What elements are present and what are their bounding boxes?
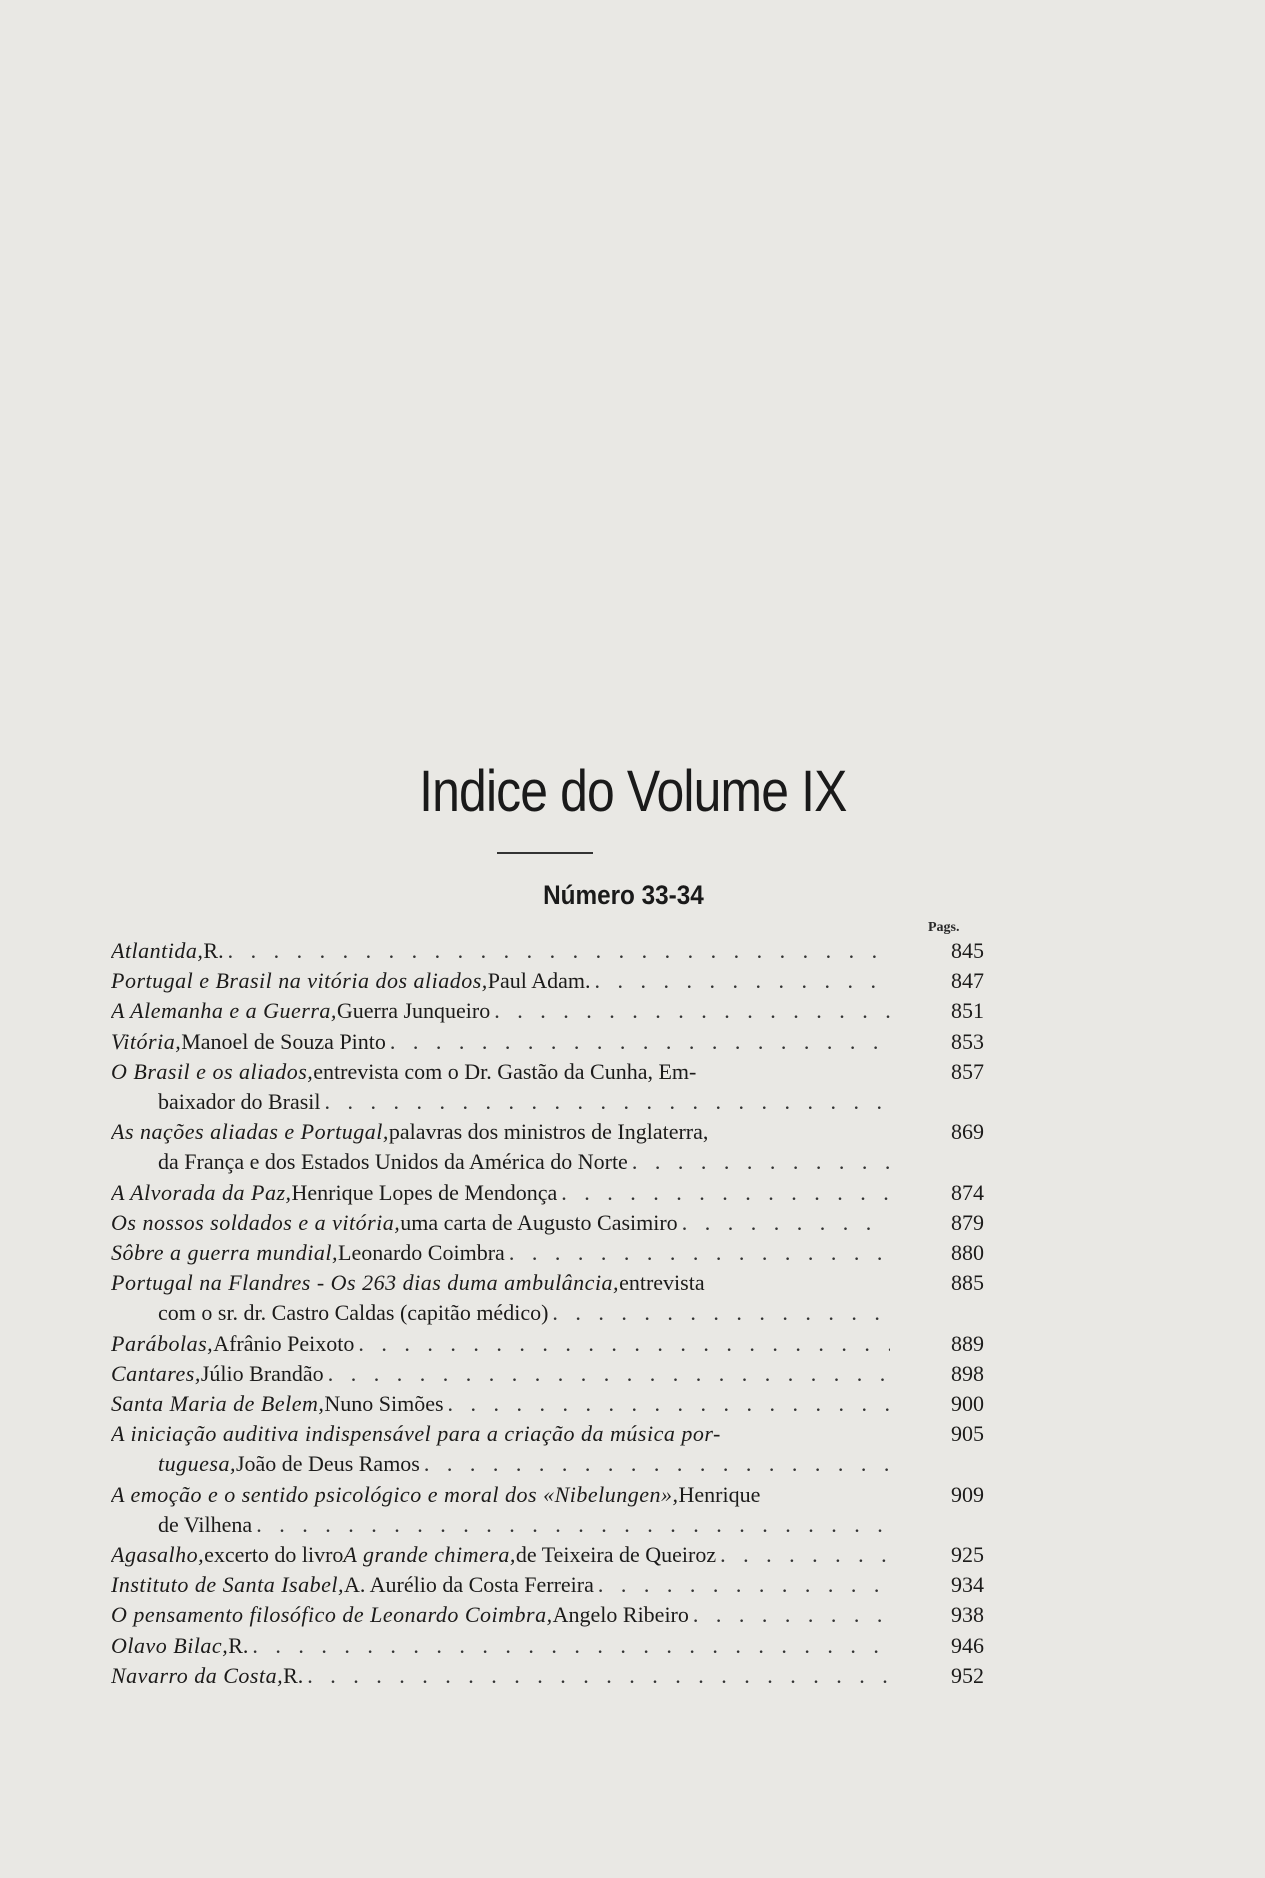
entry-page-number: 934 [951, 1572, 984, 1598]
entry-text [111, 996, 890, 1026]
entry-page-number: 938 [951, 1602, 984, 1628]
entry-title: Olavo Bilac, [111, 1632, 229, 1658]
dot-leader [548, 1298, 890, 1328]
index-entry [111, 1480, 984, 1540]
entry-title: Sôbre a guerra mundial, [111, 1240, 339, 1266]
index-entry [111, 1057, 984, 1117]
entry-text [111, 1570, 890, 1600]
index-entry [111, 1661, 984, 1691]
entry-text [111, 966, 890, 996]
entry-title: Instituto de Santa Isabel, [111, 1572, 344, 1598]
index-entry [111, 1268, 984, 1328]
entry-text [111, 1057, 890, 1117]
index-entry [111, 1117, 984, 1177]
dot-leader [303, 1661, 890, 1691]
entry-page-number: 885 [951, 1270, 984, 1296]
entry-continued: da França e dos Estados Unidos da América do Norte [158, 1149, 628, 1175]
dot-leader [252, 1510, 890, 1540]
entry-author: entrevista com o Dr. Gastão da Cunha, Em- [313, 1058, 697, 1084]
entry-title: Vitória, [111, 1028, 182, 1054]
entry-text [111, 1027, 890, 1057]
entry-page-number: 874 [951, 1179, 984, 1205]
entry-author: R. [228, 1632, 249, 1658]
entry-text [111, 1329, 890, 1359]
dot-leader [224, 936, 890, 966]
dot-leader [248, 1631, 890, 1661]
index-entry [111, 1570, 984, 1600]
dot-leader [444, 1389, 890, 1419]
dot-leader [354, 1329, 890, 1359]
entry-page-number: 853 [951, 1028, 984, 1054]
entry-text [111, 1480, 890, 1540]
entry-text [111, 1661, 890, 1691]
index-entry [111, 1389, 984, 1419]
entry-text [111, 1268, 890, 1328]
entry-page-number: 879 [951, 1209, 984, 1235]
entry-author: Afrânio Peixoto [213, 1330, 355, 1356]
entry-author: de Teixeira de Queiroz [515, 1542, 717, 1568]
entry-author: Nuno Simões [324, 1391, 444, 1417]
index-entry [111, 1238, 984, 1268]
entry-title: Portugal e Brasil na vitória dos aliados, [111, 968, 488, 994]
entry-text [111, 1419, 890, 1479]
entry-title: O Brasil e os aliados, [111, 1058, 314, 1084]
index-entry [111, 996, 984, 1026]
entry-title: Cantares, [111, 1360, 201, 1386]
dot-leader [716, 1540, 890, 1570]
entry-text [111, 1117, 890, 1177]
index-entry [111, 1178, 984, 1208]
entry-title: A Alvorada da Paz, [111, 1179, 292, 1205]
entry-author: Leonardo Coimbra [338, 1240, 505, 1266]
entry-author: palavras dos ministros de Inglaterra, [388, 1119, 709, 1145]
entry-page-number: 857 [951, 1058, 984, 1084]
entry-title: Santa Maria de Belem, [111, 1391, 325, 1417]
dot-leader [628, 1147, 890, 1177]
entry-page-number: 900 [951, 1391, 984, 1417]
entry-author: uma carta de Augusto Casimiro [400, 1209, 678, 1235]
entry-title: A iniciação auditiva indispensável para a criação da música por- [111, 1421, 721, 1447]
entry-author: Manoel de Souza Pinto [181, 1028, 386, 1054]
entry-author: A. Aurélio da Costa Ferreira [343, 1572, 594, 1598]
entry-author: Guerra Junqueiro [336, 998, 491, 1024]
entry-page-number: 845 [951, 938, 984, 963]
entry-author: Henrique [678, 1481, 761, 1507]
index-entries [111, 936, 984, 1691]
entry-continued: João de Deus Ramos [235, 1451, 420, 1477]
index-entry [111, 1027, 984, 1057]
entry-text [111, 1208, 890, 1238]
entry-text [111, 936, 890, 966]
dot-leader [678, 1208, 890, 1238]
index-entry [111, 966, 984, 996]
entry-text [111, 1389, 890, 1419]
index-entry [111, 936, 984, 966]
entry-title: O pensamento filosófico de Leonardo Coimbra, [111, 1602, 553, 1628]
index-entry [111, 1329, 984, 1359]
dot-leader [420, 1449, 890, 1479]
entry-author: Angelo Ribeiro [552, 1602, 689, 1628]
entry-title: Atlantida, [111, 938, 204, 963]
entry-page-number: 898 [951, 1360, 984, 1386]
dot-leader [590, 966, 890, 996]
entry-page-number: 880 [951, 1240, 984, 1266]
pages-column-label: Pags. [928, 920, 960, 935]
entry-author: R. [203, 938, 224, 963]
dot-leader [505, 1238, 890, 1268]
dot-leader [490, 996, 890, 1026]
entry-title: Portugal na Flandres - Os 263 dias duma ambulância, [111, 1270, 620, 1296]
title-rule [497, 852, 593, 854]
entry-author: R. [283, 1662, 304, 1688]
index-entry [111, 1631, 984, 1661]
entry-page-number: 925 [951, 1542, 984, 1568]
entry-text [111, 1238, 890, 1268]
entry-title: As nações aliadas e Portugal, [111, 1119, 389, 1145]
entry-author: excerto do livro [204, 1542, 344, 1568]
entry-author: Júlio Brandão [200, 1360, 324, 1386]
entry-author: Henrique Lopes de Mendonça [291, 1179, 558, 1205]
dot-leader [594, 1570, 890, 1600]
entry-page-number: 889 [951, 1330, 984, 1356]
index-entry [111, 1208, 984, 1238]
dot-leader [689, 1600, 890, 1630]
entry-page-number: 851 [951, 998, 984, 1024]
entry-title: A emoção e o sentido psicológico e moral dos «Nibelungen», [111, 1481, 679, 1507]
entry-title: Agasalho, [111, 1542, 205, 1568]
entry-author: entrevista [619, 1270, 705, 1296]
entry-page-number: 847 [951, 968, 984, 994]
entry-text [111, 1631, 890, 1661]
index-entry [111, 1540, 984, 1570]
index-title: Indice do Volume IX [419, 759, 847, 824]
entry-page-number: 869 [951, 1119, 984, 1145]
index-entry [111, 1419, 984, 1479]
entry-page-number: 909 [951, 1481, 984, 1507]
entry-page-number: 946 [951, 1632, 984, 1658]
index-entry [111, 1600, 984, 1630]
dot-leader [321, 1087, 890, 1117]
entry-title-continued: tuguesa, [158, 1451, 236, 1477]
entry-title-secondary: A grande chimera, [343, 1542, 516, 1568]
entry-title: A Alemanha e a Guerra, [111, 998, 337, 1024]
entry-title: Parábolas, [111, 1330, 214, 1356]
entry-text [111, 1600, 890, 1630]
entry-author: Paul Adam. [487, 968, 591, 994]
entry-page-number: 905 [951, 1421, 984, 1447]
index-entry [111, 1359, 984, 1389]
entry-text [111, 1540, 890, 1570]
dot-leader [386, 1027, 890, 1057]
dot-leader [324, 1359, 890, 1389]
entry-continued: de Vilhena [158, 1511, 253, 1537]
entry-title: Navarro da Costa, [111, 1662, 284, 1688]
entry-continued: baixador do Brasil [158, 1089, 321, 1115]
issue-number-heading: Número 33-34 [543, 880, 704, 910]
entry-page-number: 952 [951, 1662, 984, 1688]
dot-leader [557, 1178, 890, 1208]
entry-text [111, 1359, 890, 1389]
entry-title: Os nossos soldados e a vitória, [111, 1209, 401, 1235]
entry-text [111, 1178, 890, 1208]
entry-continued: com o sr. dr. Castro Caldas (capitão médico) [158, 1300, 549, 1326]
